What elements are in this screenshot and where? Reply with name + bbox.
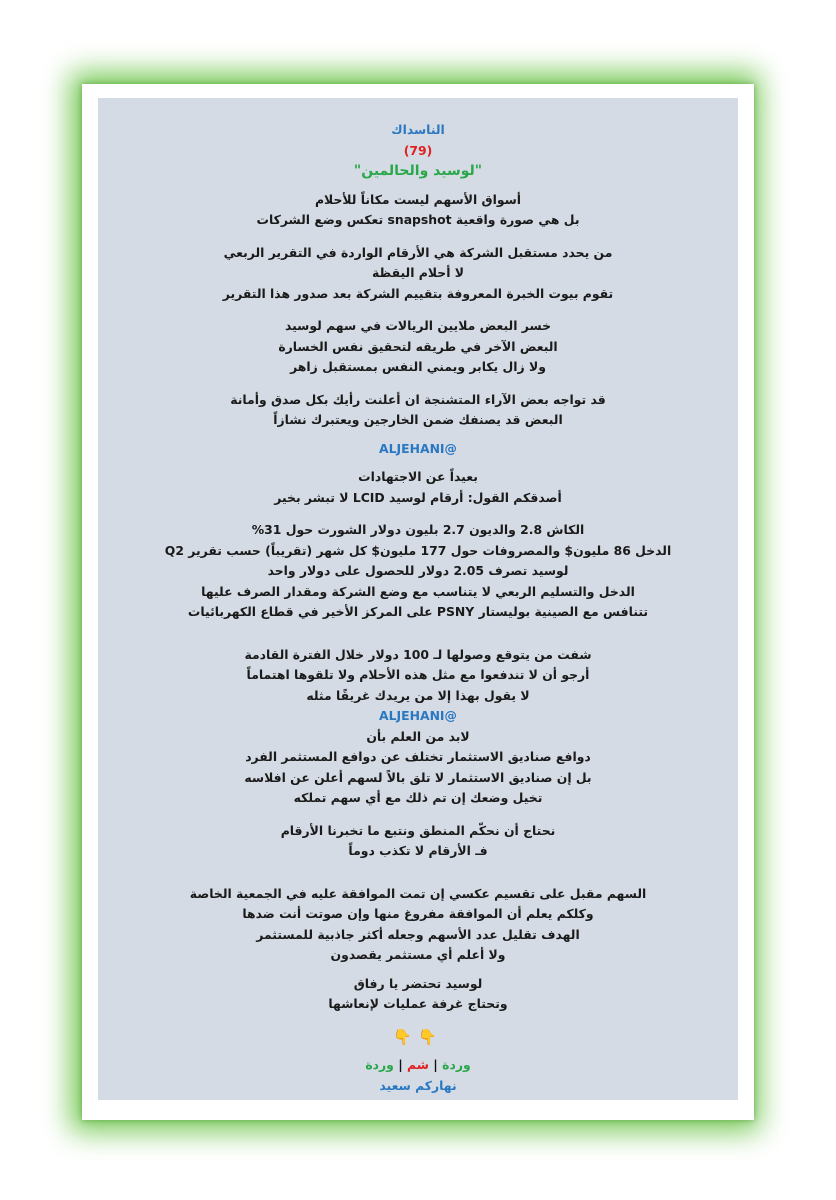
- word-rose: وردة: [365, 1057, 394, 1072]
- text-line: من يحدد مستقبل الشركة هي الأرقام الواردة في التقرير الربعي: [223, 244, 613, 260]
- text-line: لا أحلام اليقظة: [372, 265, 464, 280]
- white-frame: [82, 84, 754, 1120]
- word-smell: شم: [407, 1057, 429, 1072]
- text-line: بل إن صناديق الاستثمار لا تلق بالاً لسهم أعلن عن افلاسه: [244, 769, 592, 785]
- text-line: البعض الآخر في طريقه لتحقيق نفس الخسارة: [278, 338, 558, 354]
- text-line: تتنافس مع الصينية بوليستار PSNY على المركز الأخير في قطاع الكهربائيات: [187, 604, 649, 619]
- text-line: الهدف تقليل عدد الأسهم وجعله أكثر جاذبية للمستثمر: [256, 926, 580, 942]
- author-handle: @ALJEHANI: [379, 440, 457, 456]
- closing-greeting: نهاركم سعيد: [379, 1077, 457, 1093]
- text-line: وكلكم يعلم أن الموافقة مفروغ منها وإن صوتت أنت ضدها: [242, 906, 594, 921]
- sign-off-words: [98, 1055, 738, 1076]
- post-title: الناسداك: [391, 122, 445, 137]
- text-line: تخيل وضعك إن تم ذلك مع أي سهم تملكه: [293, 790, 543, 805]
- text-line: لابد من العلم بأن: [366, 728, 470, 744]
- text-line: بل هي صورة واقعية snapshot تعكس وضع الشركات: [256, 212, 580, 227]
- separator: |: [398, 1057, 403, 1072]
- text-line: تقوم بيوت الخبرة المعروفة بتقييم الشركة بعد صدور هذا التقرير: [222, 285, 614, 301]
- text-line: شفت من يتوقع وصولها لـ 100 دولار خلال الفترة القادمة: [244, 646, 592, 662]
- text-line: لوسيد تصرف 2.05 دولار للحصول على دولار واحد: [267, 563, 569, 578]
- text-line: الكاش 2.8 والديون 2.7 بليون دولار الشورت حول 31%: [251, 522, 585, 537]
- text-line: أسواق الأسهم ليست مكاناً للأحلام: [314, 191, 522, 207]
- text-panel: [98, 98, 738, 1100]
- text-line: قد تواجه بعض الآراء المتشنجة ان أعلنت رأيك بكل صدق وأمانة: [230, 391, 606, 407]
- text-line: بعيداً عن الاجتهادات: [358, 469, 478, 484]
- text-line: الدخل 86 مليون$ والمصروفات حول 177 مليون$ كل شهر (تقريباً) حسب تقرير Q2: [164, 542, 672, 558]
- text-line: السهم مقبل على تقسيم عكسي إن تمت الموافقة عليه في الجمعية الخاصة: [189, 885, 647, 901]
- post-subtitle: "لوسيد والحالمين": [353, 163, 483, 179]
- text-line: نحتاج أن نحكّم المنطق ونتبع ما تخبرنا الأرقام: [280, 822, 556, 838]
- post-number: (79): [403, 142, 433, 158]
- word-rose: وردة: [442, 1057, 471, 1072]
- text-line: خسر البعض ملايين الريالات في سهم لوسيد: [284, 318, 552, 333]
- text-line: وتحتاج غرفة عمليات لإنعاشها: [328, 996, 508, 1011]
- author-handle: @ALJEHANI: [379, 708, 457, 723]
- text-line: ولا زال يكابر ويمني النفس بمستقبل زاهر: [290, 359, 546, 374]
- text-line: فـ الأرقام لا تكذب دوماً: [348, 843, 488, 858]
- separator: |: [433, 1057, 438, 1072]
- text-line: دوافع صناديق الاستثمار تختلف عن دوافع المستثمر الفرد: [245, 749, 591, 764]
- text-line: لوسيد تحتضر يا رفاق: [353, 975, 483, 991]
- text-line: أرجو أن لا تندفعوا مع مثل هذه الأحلام ولا تلقوها اهتماماً: [246, 667, 590, 682]
- pointing-down-icon: 👇👇: [393, 1027, 443, 1046]
- text-line: لا يقول بهذا إلا من يريدك غريقًا مثله: [306, 687, 530, 703]
- post-content: [98, 120, 738, 1096]
- text-line: البعض قد يصنفك ضمن الخارجين ويعتبرك نشازاً: [273, 412, 563, 427]
- text-line: ولا أعلم أي مستثمر يقصدون: [330, 947, 506, 962]
- text-line: أصدقكم القول: أرقام لوسيد LCID لا تبشر بخير: [274, 489, 562, 505]
- text-line: الدخل والتسليم الربعي لا يتناسب مع وضع الشركة ومقدار الصرف عليها: [201, 583, 635, 599]
